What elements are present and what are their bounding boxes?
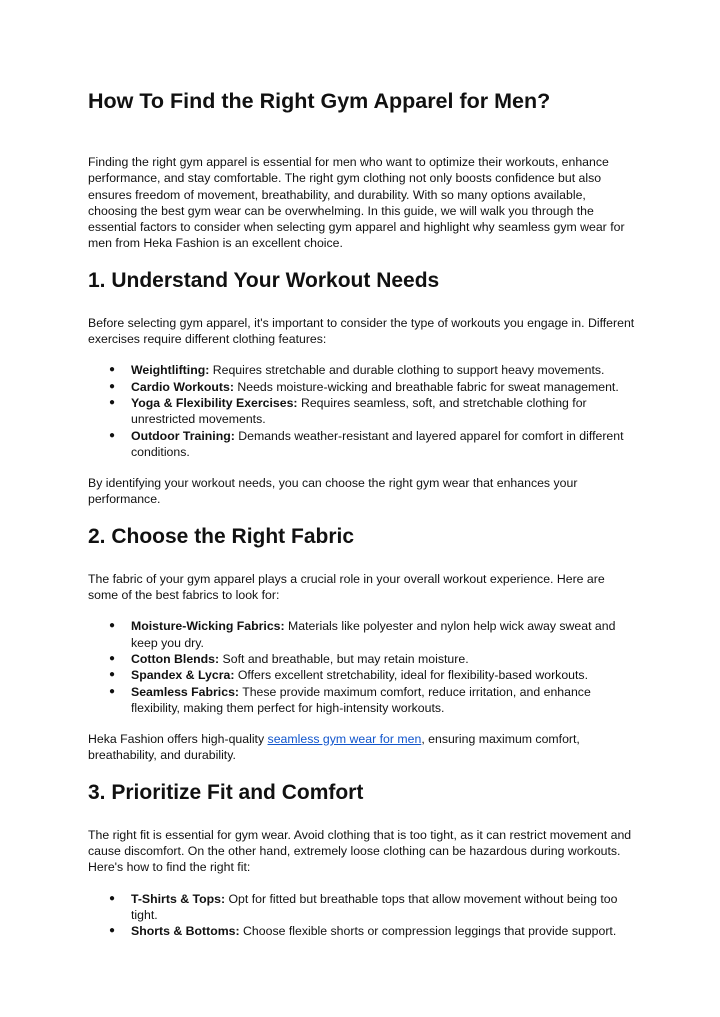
list-item-term: Spandex & Lycra: bbox=[131, 668, 235, 683]
list-item-text: Requires seamless, soft, and stretchable clothing for unrestricted movements. bbox=[131, 395, 587, 427]
bullet-list bbox=[88, 618, 636, 716]
section-heading-fabric: 2. Choose the Right Fabric bbox=[88, 524, 355, 548]
list-item bbox=[88, 362, 636, 378]
list-item-text: Requires stretchable and durable clothing to support heavy movements. bbox=[209, 363, 605, 378]
bullet-icon: ● bbox=[109, 892, 116, 904]
list-item-term: Cardio Workouts: bbox=[131, 379, 234, 394]
list-item bbox=[88, 379, 636, 395]
list-item-text: Materials like polyester and nylon help wick away sweat and keep you dry. bbox=[131, 619, 616, 650]
list-item bbox=[88, 667, 636, 683]
list-item-term: T-Shirts & Tops: bbox=[131, 891, 226, 906]
list-item-text: Opt for fitted but breathable tops that allow movement without being too tight. bbox=[131, 891, 618, 922]
section-heading-fit-comfort: 3. Prioritize Fit and Comfort bbox=[88, 780, 364, 804]
section-closing bbox=[88, 731, 636, 764]
closing-text-after: , ensuring maximum comfort, breathability, and durability. bbox=[88, 732, 580, 763]
bullet-icon: ● bbox=[109, 620, 116, 632]
section-heading-workout-needs: 1. Understand Your Workout Needs bbox=[88, 268, 440, 292]
list-item-term: Yoga & Flexibility Exercises: bbox=[131, 395, 298, 410]
list-item-term: Weightlifting: bbox=[131, 363, 210, 378]
bullet-icon: ● bbox=[109, 925, 116, 937]
list-item-text: Offers excellent stretchability, ideal for flexibility-based workouts. bbox=[234, 668, 588, 683]
list-item-text: Soft and breathable, but may retain moisture. bbox=[219, 651, 469, 666]
list-item bbox=[88, 923, 636, 939]
list-item bbox=[88, 395, 636, 428]
list-item-term: Outdoor Training: bbox=[131, 428, 235, 443]
page-title: How To Find the Right Gym Apparel for Men? bbox=[88, 89, 551, 113]
document-page bbox=[88, 86, 636, 955]
section-lead: The right fit is essential for gym wear. Avoid clothing that is too tight, as it can restrict movement and cause discomfort. On the other hand, extremely loose clothing can be hazardous during workouts. Here's how to find the right fit: bbox=[88, 827, 632, 875]
list-item-term: Seamless Fabrics: bbox=[131, 684, 240, 699]
list-item-text: Choose flexible shorts or compression leggings that provide support. bbox=[239, 924, 617, 939]
list-item-text: Demands weather-resistant and layered apparel for comfort in different conditions. bbox=[131, 428, 624, 459]
bullet-icon: ● bbox=[109, 380, 116, 392]
bullet-icon: ● bbox=[109, 669, 116, 681]
list-item-text: Needs moisture-wicking and breathable fabric for sweat management. bbox=[233, 379, 619, 394]
bullet-icon: ● bbox=[109, 685, 116, 697]
list-item-text: These provide maximum comfort, reduce irritation, and enhance flexibility, making them perfect for high-intensity workouts. bbox=[131, 684, 591, 715]
intro-paragraph: Finding the right gym apparel is essential for men who want to optimize their workouts, enhance performance, and stay comfortable. The right gym clothing not only boosts confidence but also ensures freedom of movement, breathability, and durability. With so many options available, choosing the best gym wear can be overwhelming. In this guide, we will walk you through the essential factors to consider when selecting gym apparel and highlight why seamless gym wear for men from Heka Fashion is an excellent choice. bbox=[88, 155, 625, 251]
bullet-icon: ● bbox=[109, 396, 116, 408]
list-item bbox=[88, 651, 636, 667]
list-item bbox=[88, 891, 636, 924]
list-item-term: Shorts & Bottoms: bbox=[131, 924, 240, 939]
list-item bbox=[88, 684, 636, 717]
bullet-list bbox=[88, 362, 636, 460]
bullet-icon: ● bbox=[109, 652, 116, 664]
list-item-term: Cotton Blends: bbox=[131, 651, 220, 666]
seamless-gym-wear-link[interactable]: seamless gym wear for men bbox=[267, 732, 422, 747]
list-item bbox=[88, 618, 636, 651]
section-lead: The fabric of your gym apparel plays a crucial role in your overall workout experience. Here are some of the best fabrics to look for: bbox=[88, 571, 605, 603]
list-item bbox=[88, 428, 636, 461]
section-lead: Before selecting gym apparel, it's important to consider the type of workouts you engage in. Different exercises require different clothing features: bbox=[88, 315, 635, 347]
bullet-icon: ● bbox=[109, 429, 116, 441]
closing-text-before: Heka Fashion offers high-quality bbox=[88, 732, 268, 747]
bullet-list bbox=[88, 891, 636, 940]
section-closing: By identifying your workout needs, you can choose the right gym wear that enhances your performance. bbox=[88, 476, 578, 507]
bullet-icon: ● bbox=[109, 364, 116, 376]
list-item-term: Moisture-Wicking Fabrics: bbox=[131, 619, 285, 634]
